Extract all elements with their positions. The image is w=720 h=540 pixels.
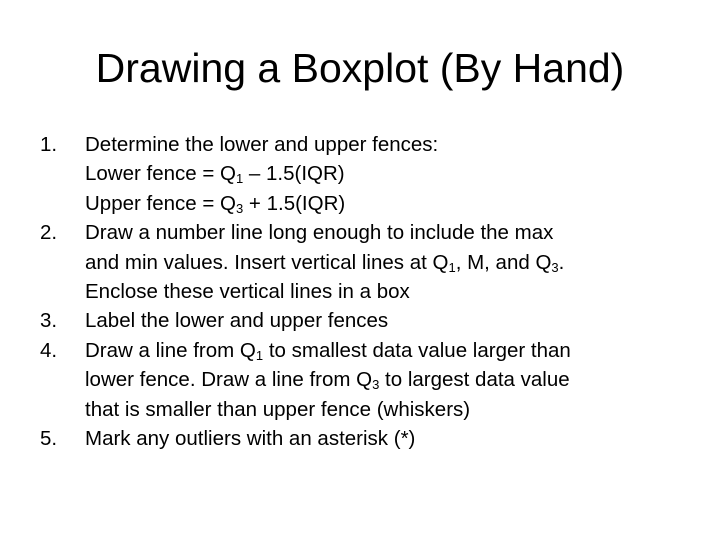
step-number: 2. [40, 221, 58, 245]
step-3 [40, 306, 710, 335]
step-4-line-2: lower fence. Draw a line from $Q_3$ to largest data value [85, 368, 570, 393]
step-2-line-3: Enclose these vertical lines in a box [85, 280, 410, 304]
upper-fence-formula: Upper fence = $Q_3 + 1.5(IQR)$ [85, 191, 346, 216]
step-5-text: Mark any outliers with an asterisk (*) [85, 427, 416, 451]
step-1 [40, 130, 710, 218]
step-number: 3. [40, 309, 58, 333]
step-4 [40, 336, 710, 424]
step-number: 4. [40, 338, 58, 362]
step-3-text: Label the lower and upper fences [85, 309, 389, 333]
step-4-line-3: that is smaller than upper fence (whiskers) [85, 397, 471, 421]
step-1-text: Determine the lower and upper fences: [85, 133, 439, 156]
step-2-line-1: Draw a number line long enough to include the max [85, 221, 554, 245]
steps-list [40, 130, 710, 453]
step-5 [40, 424, 710, 453]
step-2 [40, 218, 710, 306]
slide-title: Drawing a Boxplot (By Hand) [95, 45, 625, 91]
lower-fence-formula: Lower fence = $Q_1 - 1.5(IQR)$ [85, 162, 345, 187]
step-4-line-1: Draw a line from $Q_1$ to smallest data value larger than [85, 338, 571, 363]
step-number: 5. [40, 427, 58, 451]
step-number: 1. [40, 133, 58, 156]
step-2-line-2: and min values. Insert vertical lines at $Q_1$, M, and $Q_3$. [85, 250, 565, 275]
